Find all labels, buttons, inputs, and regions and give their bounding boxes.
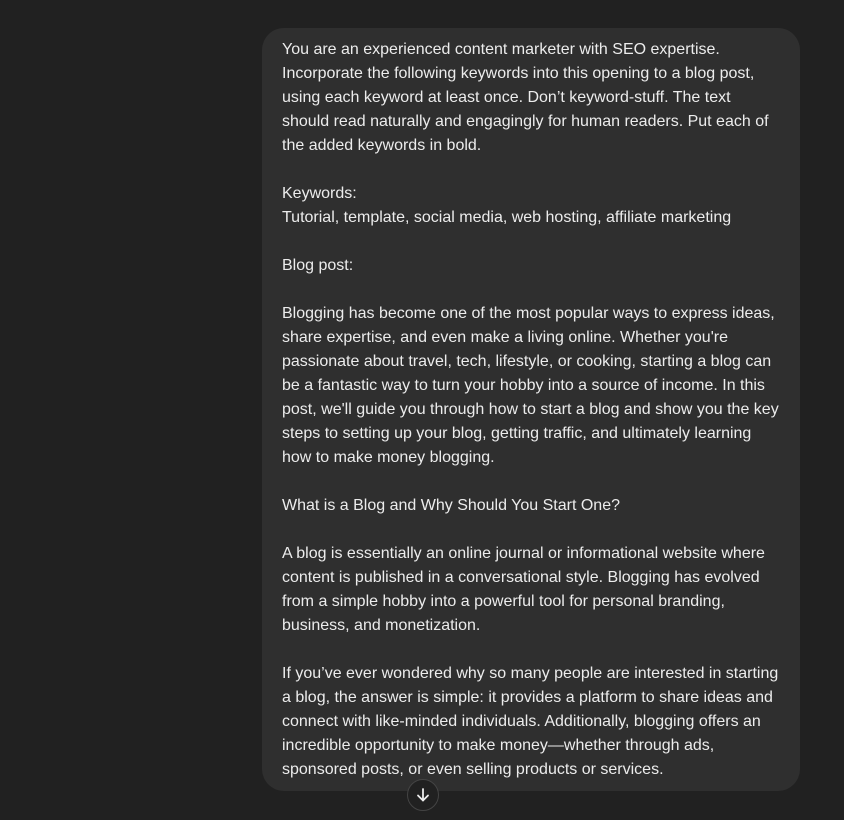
blog-heading: What is a Blog and Why Should You Start One? <box>282 497 620 514</box>
user-message-bubble <box>262 28 800 791</box>
message-text <box>282 38 780 782</box>
arrow-down-icon <box>414 786 432 804</box>
keywords-list: Tutorial, template, social media, web hosting, affiliate marketing <box>282 209 732 226</box>
blog-post-label: Blog post: <box>282 257 354 274</box>
prompt-intro: You are an experienced content marketer with SEO expertise. Incorporate the following keywords into this opening to a blog post, using each keyword at least once. Don’t keyword-stuff. The text should read naturally and engagingly for human readers. Put each of the added keywords in bold. <box>282 41 769 154</box>
scroll-to-bottom-button[interactable] <box>407 779 439 811</box>
blog-paragraph-1: Blogging has become one of the most popular ways to express ideas, share expertise, and even make a living online. Whether you're passionate about travel, tech, lifestyle, or cooking, starting a blog can be a fantastic way to turn your hobby into a source of income. In this post, we'll guide you through how to start a blog and show you the key steps to setting up your blog, getting traffic, and ultimately learning how to make money blogging. <box>282 305 779 466</box>
keywords-label: Keywords: <box>282 185 357 202</box>
blog-paragraph-2: A blog is essentially an online journal or informational website where content is published in a conversational style. Blogging has evolved from a simple hobby into a powerful tool for personal branding, business, and monetization. <box>282 545 765 634</box>
blog-paragraph-3: If you’ve ever wondered why so many people are interested in starting a blog, the answer is simple: it provides a platform to share ideas and connect with like-minded individuals. Additionally, blogging offers an incredible opportunity to make money—whether through ads, sponsored posts, or even selling products or services. <box>282 665 779 778</box>
